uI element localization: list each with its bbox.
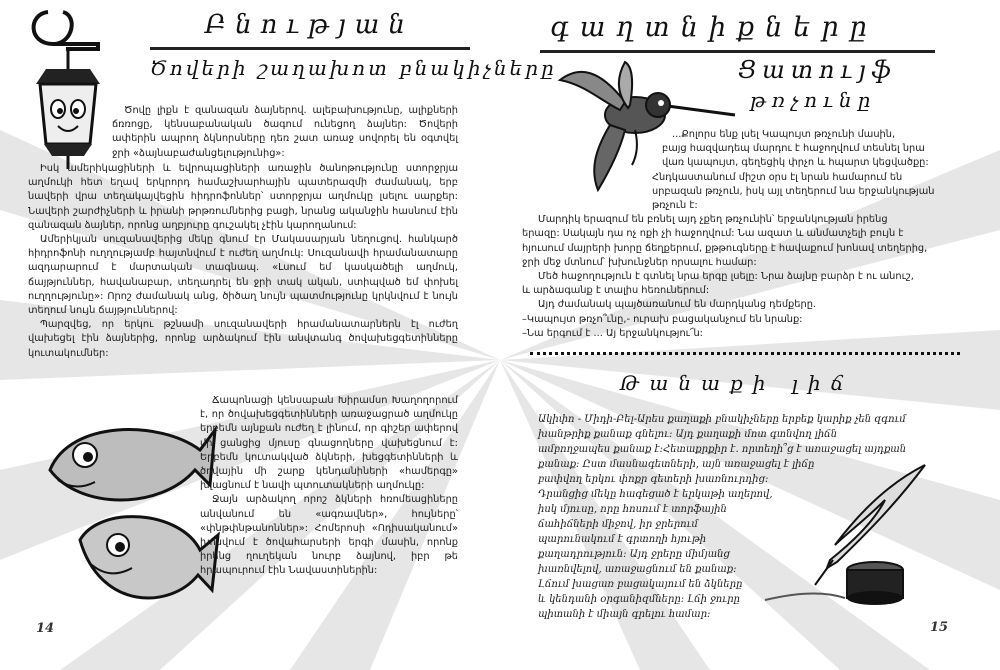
- poem-line: և կենդանի օրգանիզմները: Լճի ջուրը: [538, 594, 740, 605]
- street-lantern-icon: [8, 4, 118, 174]
- paragraph: Ծովը լիքն է զանազան ձայներով. ալեբախությունը, ալիքների ճռռոցը, կենսաբանական ծագում ունեցող ձայներ: Ծովերի ափերին ապրող ձկնորսները դեռ շատ առաջ սովորել են օգտվել ջրի «ձայնաբաժանցելությունից»:: [112, 105, 458, 159]
- poem-line: ճահիճների միջով, իր ջրերում: [538, 519, 698, 530]
- section-title: Թանաքի լիճ: [620, 371, 854, 395]
- story-line: երազը: Սակայն դա ոչ ոքի չի հաջողվում: Նա ազատ և անմատչելի բույն է: [522, 228, 904, 240]
- left-title-rule: [150, 47, 470, 50]
- poem-line: քաղադրություն: Այդ ջրերը միմյանց: [538, 549, 730, 560]
- story-line: թռչուն է:: [652, 200, 698, 212]
- bird-story-text: [522, 128, 974, 341]
- poem-line: իսկ մյուսը, որը հոսում է տորֆային: [538, 504, 727, 515]
- bird-heading-line1: Ցատույֆ: [738, 56, 898, 84]
- story-line: Հնդկաստանում միշտ օրս էլ նրան համարում են: [652, 171, 903, 183]
- poem-line: Դրանցից մեկը հագեցած է երկաթի աղերով,: [538, 489, 773, 500]
- inkwell-quill-icon: [755, 460, 935, 610]
- poem-line: ամբողջապես քանաք է:Հետաքրքիր է. որտեղի՞ց է առաջացել այդքան: [538, 444, 907, 455]
- page-number-left: 14: [36, 621, 55, 636]
- story-line: և արձագանք է տալիս հեռուներում:: [522, 285, 710, 297]
- left-fish-text: [200, 394, 458, 579]
- story-line: –Կապույտ թռչո՞ւնը,- ուրախ բացականչում են նրանք:: [522, 313, 803, 325]
- poem-line: պարունակում է գրտողի հյութի: [538, 534, 707, 545]
- poem-line: բափվող երկու փոքր գետերի խառնուրդից:: [538, 474, 769, 485]
- story-line: Այդ ժամանակ պայծառանում են մարդկանց դեմքերը.: [538, 299, 817, 311]
- story-line: ջրի մեջ մտնում՝ խխունջներ որսալու համար:: [522, 256, 757, 268]
- poem-line: Լճում խացառ բացակայում են ձկները: [538, 579, 743, 590]
- right-title-rule: [540, 50, 935, 53]
- paragraph: Իսկ ամերիկացիների և եվրոպացիների առաջին ծանոթությունը ստորջրյա աղմուկի հետ եղավ երկրորդ համաշխարհային պատերազմի ժամանակ, երբ նավերի վրա տեղակայվեցին հիդրոֆոններ՝ ստորջրյա աղմուկը լսելու սարքեր: Նավերի շարժիչների և իրանի թրթռումներից բացի, նրանց ականջին հասնում էին զանազան ձայներ, որոնց աղբյուրը գուշակել չէին կարողանում:: [28, 163, 458, 231]
- poem-line: Ակիփո - Միդի-Բել-Արես քաղաքի բնակիչները երբեք կարիք չեն զգում: [538, 414, 906, 425]
- left-main-text: [28, 162, 458, 361]
- right-title: գաղտնիքները: [550, 12, 878, 43]
- poem-line: քանաք: Ըստ մասնագետների, այն առաջացել է լիճը: [538, 459, 815, 470]
- story-line: սրբազան թռչուն, իսկ այլ տեղերում նա երջանկության: [652, 185, 935, 197]
- left-intro-text: [112, 104, 458, 161]
- story-line: վառ կապույտ, գեղեցիկ փրչո և հպարտ կեցվածքը:: [662, 157, 929, 169]
- paragraph: Ջայն արձակող որոշ ձկների հռոմեացիները անվանում են «ագռավներ», հույները՝ «փնթփնթանոններ»: Հոմերոսի «Ոդիսականում» խոսվում է ծովահարսերի երգի մասին, որոնք իրենց ղուղեկան նուրբ ձայնով, իբր թե հրապուրում էին Նավաստիներին:: [200, 494, 458, 577]
- right-page: [500, 0, 1000, 670]
- story-line: –Նա երգում է ... Այ երջանկությու՜ն:: [522, 327, 703, 339]
- story-line: ...Քոլորս ենք լսել Կապույտ թռչունի մասին,: [672, 129, 896, 140]
- story-line: հյուսում մայրերի խորը ճեղքերում, քթթուգները է հավաքում խոնավ տեղերից,: [522, 242, 928, 254]
- paragraph: Ճապոնացի կենսաբան Խիրամսո Խաղողորում է, որ ծովախեցգետինների առաջացրած աղմուկը երբեմն այնքան ուժեղ է լինում, որ գիշեր ափերով մի ցանցից մյուսը գնացողները վախեցնում է: Երբեմն կուտակված ձկների, խեցգետինների և ծովային մի շարք կենդանիների «համերգը» խլացնում է նավի պտուտակների աղմուկը:: [200, 395, 458, 492]
- page-number-right: 15: [930, 620, 949, 635]
- bird-heading-line2: թռչունը: [750, 88, 877, 112]
- story-line: բայց հազվադեպ մարդու է հաջողվում տեսնել նրա: [662, 143, 925, 155]
- cartoon-fish-icon: [40, 400, 220, 620]
- left-subtitle: Ծովերի շաղախոտ բնակիչները: [150, 56, 557, 80]
- story-line: Մեծ հաջողություն է գտնել նրա երգը լսելը: Նրա ձայնը բարձր է ու անուշ,: [538, 271, 914, 283]
- paragraph: Պարզվեց, որ երկու թշնամի սուզանավերի հրամանատարներն էլ ուժեղ վախեցել էին ձայներից, որոնք արձակում էին անվտանգ ծովախեցգետինները կուտակումներ:: [28, 319, 458, 359]
- poem-line: պիտանի է միայն գրելու համար:: [538, 609, 711, 620]
- section-divider: [530, 352, 960, 355]
- paragraph: Ամերիկյան սուզանավերից մեկը գնում էր Մակասարյան նեղուցով. հանկարծ հիդրոֆոնի ուղղությամբ հայտնվում է ուժեղ աղմուկ: Սուզանավի հրամանատարը ազդարարում է մարտական տագնապ. «Լսում եմ կասկածելի աղմուկ, ճայթյուններ, հավանաբար, տեղադրել են ջրի տակ ական, ստիպված եմ փոխել ուղղությունը»: Որոշ ժամանակ անց, ծիծաղ նույն պատմությունը կրկնվում է նույն տեղում նույն ճայթյուններով:: [28, 234, 458, 317]
- story-line: Մարդիկ երազում են բռնել այդ չքեղ թռչունին՝ երջանկության իրենց: [538, 214, 888, 226]
- left-title: Բնության: [205, 10, 414, 40]
- poem-line: խանթրիք քանաք գնելու: Այդ քաղաքի մոտ գտնվող լիճն: [538, 429, 838, 440]
- poem-line: խառնվելով, առաջացնում են քանաք:: [538, 564, 737, 575]
